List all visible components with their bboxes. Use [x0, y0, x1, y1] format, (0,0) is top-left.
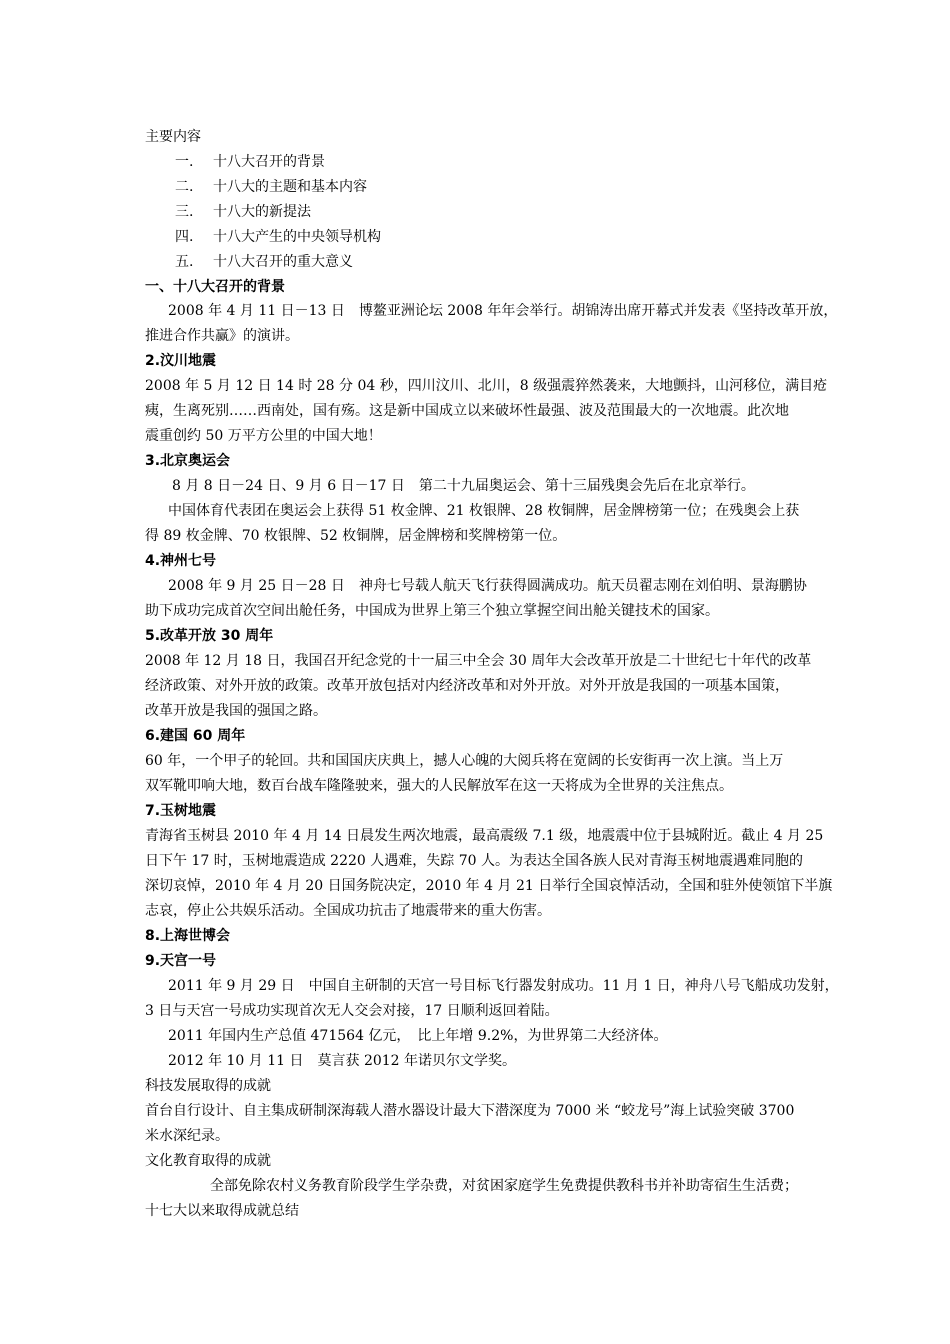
toc-item — [175, 202, 311, 222]
toc-text: 十八大的新提法 — [213, 204, 311, 220]
subheading: 文化教育取得的成就 — [145, 1153, 271, 1169]
paragraph-line: 助下成功完成首次空间出舱任务，中国成为世界上第三个独立掌握空间出舱关键技术的国家。 — [145, 603, 719, 619]
paragraph-line: 全部免除农村义务教育阶段学生学杂费，对贫困家庭学生免费提供教科书并补助寄宿生生活费； — [210, 1178, 798, 1194]
paragraph-line: 2011 年 9 月 29 日 中国自主研制的天宫一号目标飞行器发射成功。11 月 1 日，神舟八号飞船成功发射， — [168, 978, 839, 994]
section-heading: 5.改革开放 30 周年 — [145, 628, 274, 644]
subheading: 科技发展取得的成就 — [145, 1078, 271, 1094]
toc-num: 四. — [175, 229, 194, 245]
paragraph-line: 2011 年国内生产总值 471564 亿元， 比上年增 9.2%，为世界第二大经济体。 — [168, 1028, 668, 1044]
doc-title: 主要内容 — [145, 129, 201, 145]
paragraph-line: 双军靴叩响大地，数百台战车隆隆驶来，强大的人民解放军在这一天将成为全世界的关注焦点。 — [145, 778, 733, 794]
paragraph-line: 米水深纪录。 — [145, 1128, 229, 1144]
paragraph-line: 中国体育代表团在奥运会上获得 51 枚金牌、21 枚银牌、28 枚铜牌，居金牌榜第一位；在残奥会上获 — [168, 503, 800, 519]
paragraph-line: 改革开放是我国的强国之路。 — [145, 703, 327, 719]
toc-num: 一. — [175, 154, 194, 170]
section-heading: 2.汶川地震 — [145, 353, 217, 369]
section-heading: 一、十八大召开的背景 — [145, 279, 285, 295]
toc-num: 二. — [175, 179, 194, 195]
section-heading: 9.天宫一号 — [145, 953, 217, 969]
toc-text: 十八大产生的中央领导机构 — [213, 229, 381, 245]
toc-num: 三. — [175, 204, 194, 220]
toc-item — [175, 177, 367, 197]
paragraph-line: 60 年，一个甲子的轮回。共和国国庆庆典上，撼人心魄的大阅兵将在宽阔的长安街再一次上演。当上万 — [145, 753, 784, 769]
section-heading: 4.神州七号 — [145, 553, 217, 569]
section-heading: 6.建国 60 周年 — [145, 728, 246, 744]
toc-text: 十八大的主题和基本内容 — [213, 179, 367, 195]
paragraph-line: 8 月 8 日－24 日、9 月 6 日－17 日 第二十九届奥运会、第十三届残奥会先后在北京举行。 — [172, 478, 755, 494]
paragraph-line: 2012 年 10 月 11 日 莫言获 2012 年诺贝尔文学奖。 — [168, 1053, 517, 1069]
toc-text: 十八大召开的背景 — [213, 154, 325, 170]
paragraph-line: 青海省玉树县 2010 年 4 月 14 日晨发生两次地震，最高震级 7.1 级，地震震中位于县城附近。截止 4 月 25 — [145, 828, 824, 844]
toc-item — [175, 227, 381, 247]
paragraph-line: 经济政策、对外开放的政策。改革开放包括对内经济改革和对外开放。对外开放是我国的一项基本国策， — [145, 678, 789, 694]
paragraph-line: 2008 年 9 月 25 日－28 日 神舟七号载人航天飞行获得圆满成功。航天员翟志刚在刘伯明、景海鹏协 — [168, 578, 807, 594]
paragraph-line: 2008 年 5 月 12 日 14 时 28 分 04 秒，四川汶川、北川，8 级强震猝然袭来，大地颤抖，山河移位，满目疮 — [145, 378, 828, 394]
toc-num: 五. — [175, 254, 194, 270]
toc-item — [175, 252, 353, 272]
paragraph-line: 志哀，停止公共娱乐活动。全国成功抗击了地震带来的重大伤害。 — [145, 903, 551, 919]
paragraph-line: 2008 年 4 月 11 日－13 日 博鳌亚洲论坛 2008 年年会举行。胡锦涛出席开幕式并发表《坚持改革开放， — [168, 303, 838, 319]
paragraph-line: 首台自行设计、自主集成研制深海载人潜水器设计最大下潜深度为 7000 米 “蛟龙号”海上试验突破 3700 — [145, 1103, 795, 1119]
paragraph-line: 3 日与天宫一号成功实现首次无人交会对接，17 日顺利返回着陆。 — [145, 1003, 559, 1019]
paragraph-line: 震重创约 50 万平方公里的中国大地！ — [145, 428, 382, 444]
toc-text: 十八大召开的重大意义 — [213, 254, 353, 270]
section-heading: 8.上海世博会 — [145, 928, 231, 944]
paragraph-line: 推进合作共赢》的演讲。 — [145, 328, 299, 344]
paragraph-line: 痍，生离死别……西南处，国有殇。这是新中国成立以来破坏性最强、波及范围最大的一次地震。此次地 — [145, 403, 789, 419]
section-heading: 7.玉树地震 — [145, 803, 217, 819]
paragraph-line: 得 89 枚金牌、70 枚银牌、52 枚铜牌，居金牌榜和奖牌榜第一位。 — [145, 528, 567, 544]
section-heading: 3.北京奥运会 — [145, 453, 231, 469]
toc-item — [175, 152, 325, 172]
paragraph-line: 2008 年 12 月 18 日，我国召开纪念党的十一届三中全会 30 周年大会改革开放是二十世纪七十年代的改革 — [145, 653, 812, 669]
subheading: 十七大以来取得成就总结 — [145, 1203, 299, 1219]
paragraph-line: 日下午 17 时，玉树地震造成 2220 人遇难，失踪 70 人。为表达全国各族人民对青海玉树地震遇难同胞的 — [145, 853, 803, 869]
paragraph-line: 深切哀悼，2010 年 4 月 20 日国务院决定，2010 年 4 月 21 日举行全国哀悼活动，全国和驻外使领馆下半旗 — [145, 878, 833, 894]
